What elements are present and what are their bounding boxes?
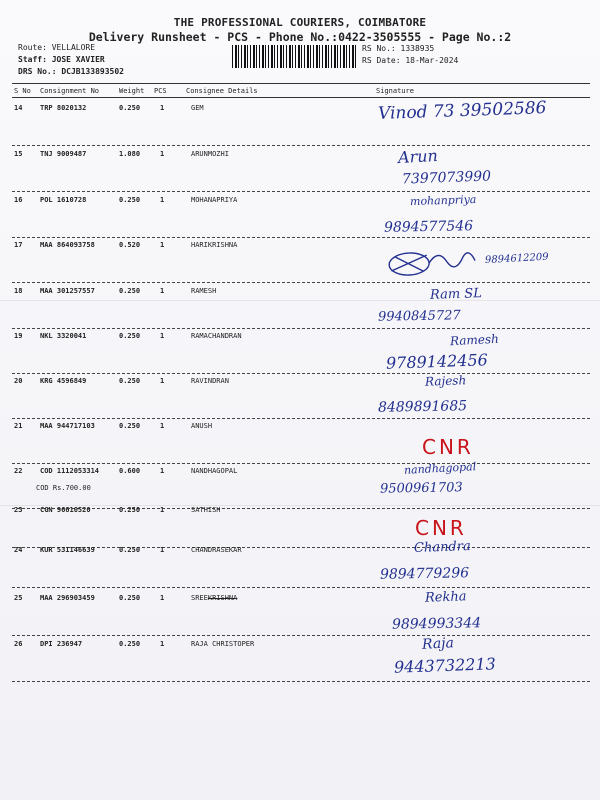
- signature-line: CNR: [422, 435, 474, 459]
- signature-phone: 9789142456: [385, 350, 489, 373]
- runsheet-subtitle: Delivery Runsheet - PCS - Phone No.:0422-3505555 - Page No.:2: [88, 30, 512, 44]
- row-consignment: TNJ 9009487: [40, 150, 87, 158]
- col-sno: S No: [14, 87, 31, 95]
- signature-phone: 9894993344: [391, 615, 482, 633]
- row-consignment: MAA 944717103: [40, 422, 95, 430]
- row-sno: 18: [14, 287, 23, 295]
- signature-line: Rajesh: [424, 373, 467, 389]
- row-divider: [12, 681, 590, 682]
- row-weight: 0.250: [119, 594, 141, 602]
- row-weight: 0.250: [119, 377, 141, 385]
- paper-fold: [0, 300, 600, 301]
- row-sno: 23: [14, 506, 23, 514]
- row-divider: [12, 418, 590, 419]
- row-weight: 0.600: [119, 467, 141, 475]
- row-sno: 16: [14, 196, 23, 204]
- signature-line: nandhagopal: [403, 460, 477, 477]
- signature-line: Rekha: [424, 589, 467, 606]
- row-pcs: 1: [160, 150, 165, 158]
- row-consignment: POL 1610728: [40, 196, 87, 204]
- row-sno: 14: [14, 104, 23, 112]
- row-divider: [12, 191, 590, 192]
- row-consignee: SATHISH: [191, 506, 221, 514]
- row-pcs: 1: [160, 287, 165, 295]
- header-rule-top: [12, 83, 590, 84]
- row-consignee: HARIKRISHNA: [191, 241, 238, 249]
- col-signature: Signature: [376, 87, 414, 95]
- row-weight: 0.250: [119, 332, 141, 340]
- row-divider: [12, 237, 590, 238]
- row-pcs: 1: [160, 546, 165, 554]
- row-weight: 0.250: [119, 104, 141, 112]
- row-weight: 0.250: [119, 506, 141, 514]
- row-pcs: 1: [160, 467, 165, 475]
- row-divider: [12, 508, 590, 509]
- signature-line: Ram SL: [429, 286, 483, 303]
- header-rule-bottom: [12, 97, 590, 98]
- staff: Staff: JOSE XAVIER: [18, 55, 105, 64]
- row-consignee: SREEKRISHNA: [191, 594, 238, 602]
- col-consignee: Consignee Details: [186, 87, 258, 95]
- row-weight: 0.250: [119, 640, 141, 648]
- row-pcs: 1: [160, 640, 165, 648]
- row-weight: 1.080: [119, 150, 141, 158]
- row-consignee: RAMESH: [191, 287, 217, 295]
- signature-line: CNR: [415, 516, 467, 540]
- row-sno: 24: [14, 546, 23, 554]
- row-weight: 0.250: [119, 287, 141, 295]
- drs-number: DRS No.: DCJB133893502: [18, 67, 124, 76]
- row-divider: [12, 145, 590, 146]
- row-divider: [12, 463, 590, 464]
- row-sno: 19: [14, 332, 23, 340]
- route: Route: VELLALORE: [18, 43, 96, 52]
- row-consignee: GEM: [191, 104, 204, 112]
- row-divider: [12, 373, 590, 374]
- barcode: [232, 45, 356, 68]
- signature-line: Ramesh: [449, 331, 500, 349]
- row-sno: 25: [14, 594, 23, 602]
- row-sno: 20: [14, 377, 23, 385]
- row-pcs: 1: [160, 377, 165, 385]
- signature-line: mohanpriya: [409, 192, 477, 209]
- row-consignee: RAVINDRAN: [191, 377, 229, 385]
- rs-date: RS Date: 18-Mar-2024: [362, 56, 459, 65]
- row-pcs: 1: [160, 422, 165, 430]
- signature-phone: 7397073990: [401, 168, 492, 188]
- row-sno: 22: [14, 467, 23, 475]
- signature-phone: 9894779296: [379, 565, 470, 583]
- row-consignment: NKL 3320041: [40, 332, 87, 340]
- row-consignment: MAA 296903459: [40, 594, 95, 602]
- row-consignee: RAMACHANDRAN: [191, 332, 242, 340]
- row-pcs: 1: [160, 104, 165, 112]
- signature-phone: 9443732213: [393, 654, 497, 677]
- row-consignee: ANUSH: [191, 422, 213, 430]
- row-sno: 26: [14, 640, 23, 648]
- row-divider: [12, 587, 590, 588]
- row-consignee: NANDHAGOPAL: [191, 467, 238, 475]
- signature-line: Arun: [397, 145, 439, 168]
- col-consignment: Consignment No: [40, 87, 100, 95]
- row-sno: 21: [14, 422, 23, 430]
- row-consignment: TRP 8020132: [40, 104, 87, 112]
- row-consignment: MAA 864093758: [40, 241, 95, 249]
- signature-phone: 9894577546: [383, 218, 474, 236]
- row-consignee: MOHANAPRIYA: [191, 196, 238, 204]
- row-weight: 0.250: [119, 422, 141, 430]
- row-consignment: COD 1112053314: [40, 467, 100, 475]
- col-pcs: PCS: [154, 87, 167, 95]
- row-consignee: ARUNMOZHI: [191, 150, 229, 158]
- row-divider: [12, 635, 590, 636]
- row-consignee: CHANDRASEKAR: [191, 546, 242, 554]
- row-consignment: KRG 4596849: [40, 377, 87, 385]
- row-cod-note: COD Rs.700.00: [36, 484, 91, 492]
- row-pcs: 1: [160, 506, 165, 514]
- row-pcs: 1: [160, 196, 165, 204]
- signature-line: Chandra: [413, 539, 471, 556]
- row-divider: [12, 547, 590, 548]
- row-pcs: 1: [160, 241, 165, 249]
- col-weight: Weight: [119, 87, 145, 95]
- signature-phone: 9894612209: [484, 251, 549, 267]
- company-title: THE PROFESSIONAL COURIERS, COIMBATORE: [173, 16, 427, 29]
- row-sno: 17: [14, 241, 23, 249]
- signature-line: Vinod 73 39502586: [377, 98, 547, 124]
- row-weight: 0.250: [119, 196, 141, 204]
- signature-phone: 9500961703: [379, 480, 463, 497]
- row-consignment: CGN 96610520: [40, 506, 91, 514]
- row-weight: 0.520: [119, 241, 141, 249]
- row-pcs: 1: [160, 594, 165, 602]
- row-consignment: DPI 236947: [40, 640, 83, 648]
- signature-line: Raja: [421, 635, 455, 653]
- rs-number: RS No.: 1338935: [362, 44, 435, 53]
- row-weight: 0.250: [119, 546, 141, 554]
- signature-phone: 9940845727: [377, 308, 461, 325]
- row-pcs: 1: [160, 332, 165, 340]
- signature-phone: 8489891685: [377, 398, 468, 416]
- row-divider: [12, 328, 590, 329]
- row-divider: [12, 282, 590, 283]
- signature-scribble: [384, 244, 485, 279]
- row-consignee: RAJA CHRISTOPER: [191, 640, 255, 648]
- row-consignment: MAA 301257557: [40, 287, 95, 295]
- row-sno: 15: [14, 150, 23, 158]
- row-consignment: KUR 531146639: [40, 546, 95, 554]
